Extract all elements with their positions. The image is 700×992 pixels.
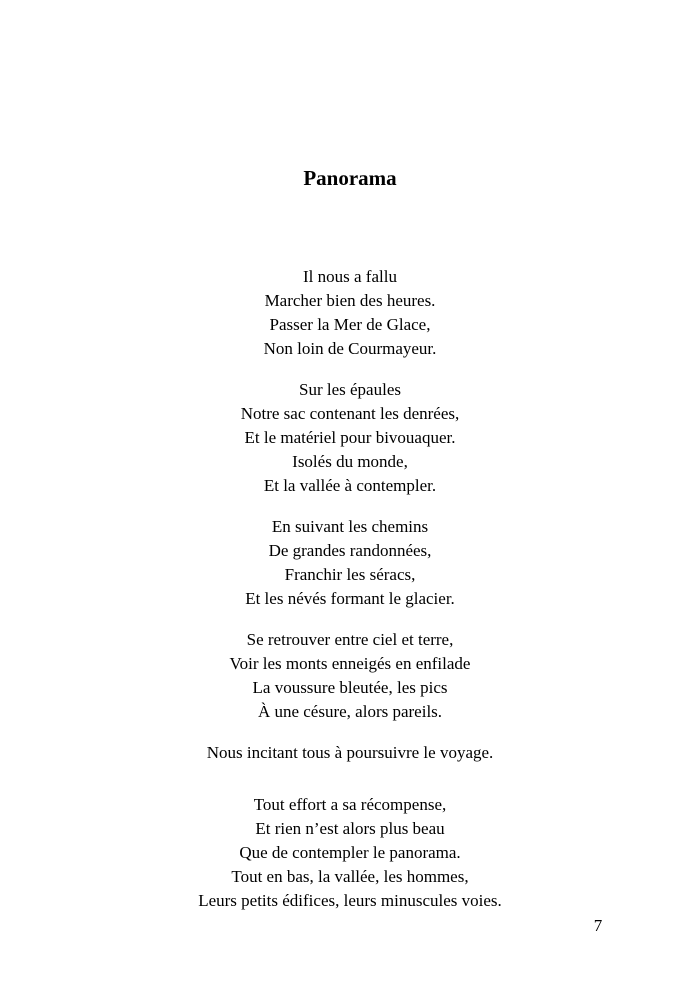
poem-line: Marcher bien des heures. [264,291,436,310]
poem-line: Que de contempler le panorama. [239,843,461,862]
poem-line: Et les névés formant le glacier. [245,589,455,608]
stanza-5 [0,741,700,765]
poem-title: Panorama [303,166,397,190]
stanza-4 [0,628,700,724]
stanza-break [0,361,700,378]
poem-line: À une césure, alors pareils. [257,702,443,721]
poem-line: De grandes randonnées, [268,541,432,560]
stanza-3 [0,515,700,611]
poem-line: Tout en bas, la vallée, les hommes, [231,867,469,886]
stanza-1 [0,265,700,361]
poem-line: Franchir les séracs, [284,565,416,584]
stanza-2 [0,378,700,498]
poem-line: Il nous a fallu [303,267,397,286]
poem-line: Leurs petits édifices, leurs minuscules voies. [198,891,502,910]
poem-line: Passer la Mer de Glace, [269,315,431,334]
poem-line: Non loin de Courmayeur. [263,339,437,358]
poem-line: Et la vallée à contempler. [263,476,437,495]
stanza-break [0,498,700,515]
page-number: 7 [593,916,603,935]
stanza-break [0,765,700,793]
stanza-break [0,611,700,628]
poem-line: Tout effort a sa récompense, [253,795,447,814]
poem-line: Et rien n’est alors plus beau [255,819,445,838]
poem-line: Voir les monts enneigés en enfilade [229,654,471,673]
poem-line: Et le matériel pour bivouaquer. [244,428,456,447]
poem-line: Isolés du monde, [292,452,408,471]
poem-line: Notre sac contenant les denrées, [240,404,460,423]
poem-body [0,265,700,913]
poem-line: Sur les épaules [299,380,401,399]
poem-line: Nous incitant tous à poursuivre le voyage. [206,743,494,762]
poem-line: Se retrouver entre ciel et terre, [246,630,454,649]
poem-line: En suivant les chemins [271,517,429,536]
stanza-break [0,724,700,741]
stanza-6 [0,793,700,913]
poem-line: La voussure bleutée, les pics [252,678,448,697]
